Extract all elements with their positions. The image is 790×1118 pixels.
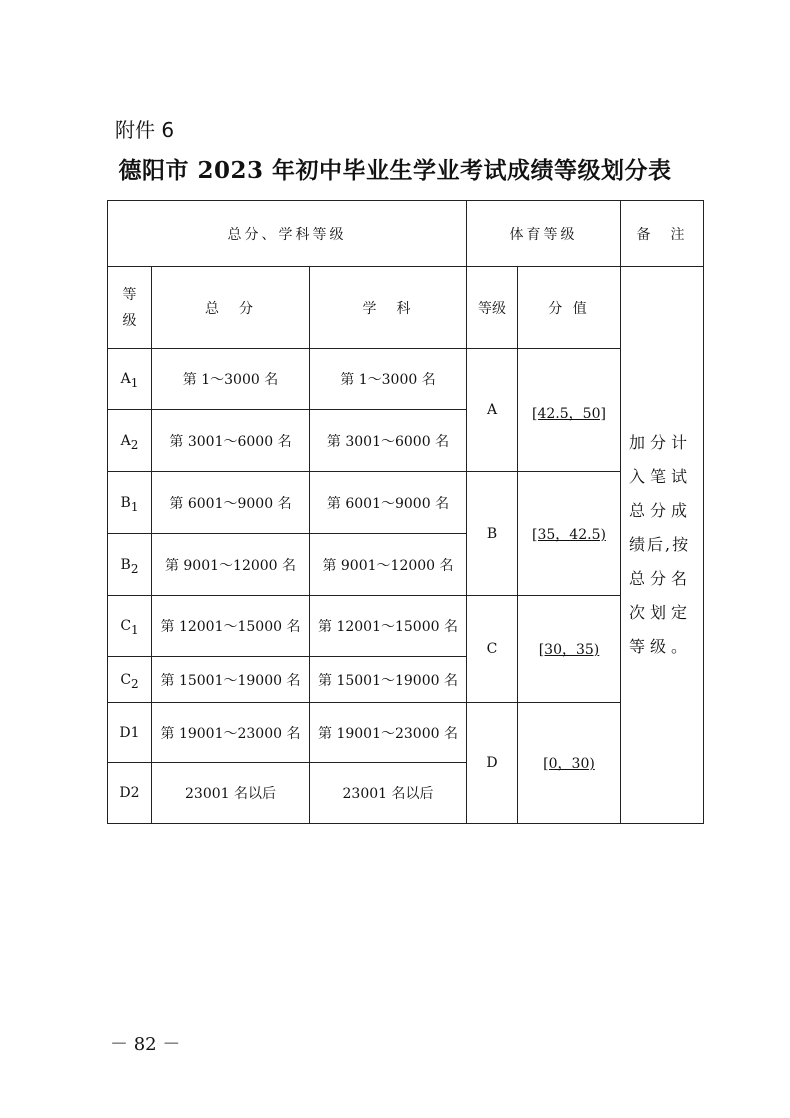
subject-rank-cell: 第 19001～23000 名: [310, 703, 467, 763]
table-row: [108, 349, 704, 410]
note-line: 加分计: [629, 433, 693, 452]
total-rank-cell: 第 9001～12000 名: [152, 534, 310, 596]
note-line: 总分名: [629, 569, 693, 588]
note-line: 绩后,按: [629, 535, 691, 554]
subject-rank-cell: 第 12001～15000 名: [310, 596, 467, 657]
total-rank-cell: 第 12001～15000 名: [152, 596, 310, 657]
level-cell: C2: [108, 657, 152, 703]
note-line: 总分成: [629, 501, 693, 520]
pe-range-cell: [30，35): [518, 596, 621, 703]
table-row: [108, 596, 704, 657]
pe-level-cell: B: [467, 472, 518, 596]
header-pe-level: 等级: [467, 267, 518, 349]
total-rank-cell: 23001 名以后: [152, 763, 310, 824]
header-pe-score: 分 值: [518, 267, 621, 349]
subject-rank-cell: 第 6001～9000 名: [310, 472, 467, 534]
remarks-note: [621, 267, 704, 824]
header-total: 总 分: [152, 267, 310, 349]
pe-level-cell: D: [467, 703, 518, 824]
page-title: 德阳市 2023 年初中毕业生学业考试成绩等级划分表: [118, 157, 672, 184]
header-score-group: 总分、学科等级: [108, 201, 467, 267]
total-rank-cell: 第 1～3000 名: [152, 349, 310, 410]
header-subject: 学 科: [310, 267, 467, 349]
level-cell: B2: [108, 534, 152, 596]
page-number: － 82 －: [110, 1034, 181, 1055]
grade-table: [107, 200, 704, 824]
header-remarks: 备 注: [621, 201, 704, 267]
subject-rank-cell: 23001 名以后: [310, 763, 467, 824]
pe-range-cell: [42.5，50]: [518, 349, 621, 472]
table-row: [108, 703, 704, 763]
total-rank-cell: 第 6001～9000 名: [152, 472, 310, 534]
level-cell: A1: [108, 349, 152, 410]
level-cell: C1: [108, 596, 152, 657]
pe-level-cell: C: [467, 596, 518, 703]
subject-rank-cell: 第 9001～12000 名: [310, 534, 467, 596]
note-line: 入笔试: [629, 467, 693, 486]
header-level-line1: 等: [122, 286, 137, 303]
total-rank-cell: 第 3001～6000 名: [152, 410, 310, 472]
level-cell: D1: [108, 703, 152, 763]
total-rank-cell: 第 15001～19000 名: [152, 657, 310, 703]
total-rank-cell: 第 19001～23000 名: [152, 703, 310, 763]
subject-rank-cell: 第 3001～6000 名: [310, 410, 467, 472]
pe-level-cell: A: [467, 349, 518, 472]
table-row: [108, 472, 704, 534]
subject-rank-cell: 第 1～3000 名: [310, 349, 467, 410]
note-line: 次划定: [629, 603, 693, 622]
header-level-line2: 级: [122, 312, 137, 329]
level-cell: A2: [108, 410, 152, 472]
attachment-label: 附件 6: [115, 118, 175, 142]
header-level: [108, 267, 152, 349]
note-line: 等级。: [629, 637, 693, 656]
header-pe-group: 体育等级: [467, 201, 621, 267]
pe-range-cell: [0，30): [518, 703, 621, 824]
pe-range-cell: [35，42.5): [518, 472, 621, 596]
level-cell: B1: [108, 472, 152, 534]
subject-rank-cell: 第 15001～19000 名: [310, 657, 467, 703]
level-cell: D2: [108, 763, 152, 824]
